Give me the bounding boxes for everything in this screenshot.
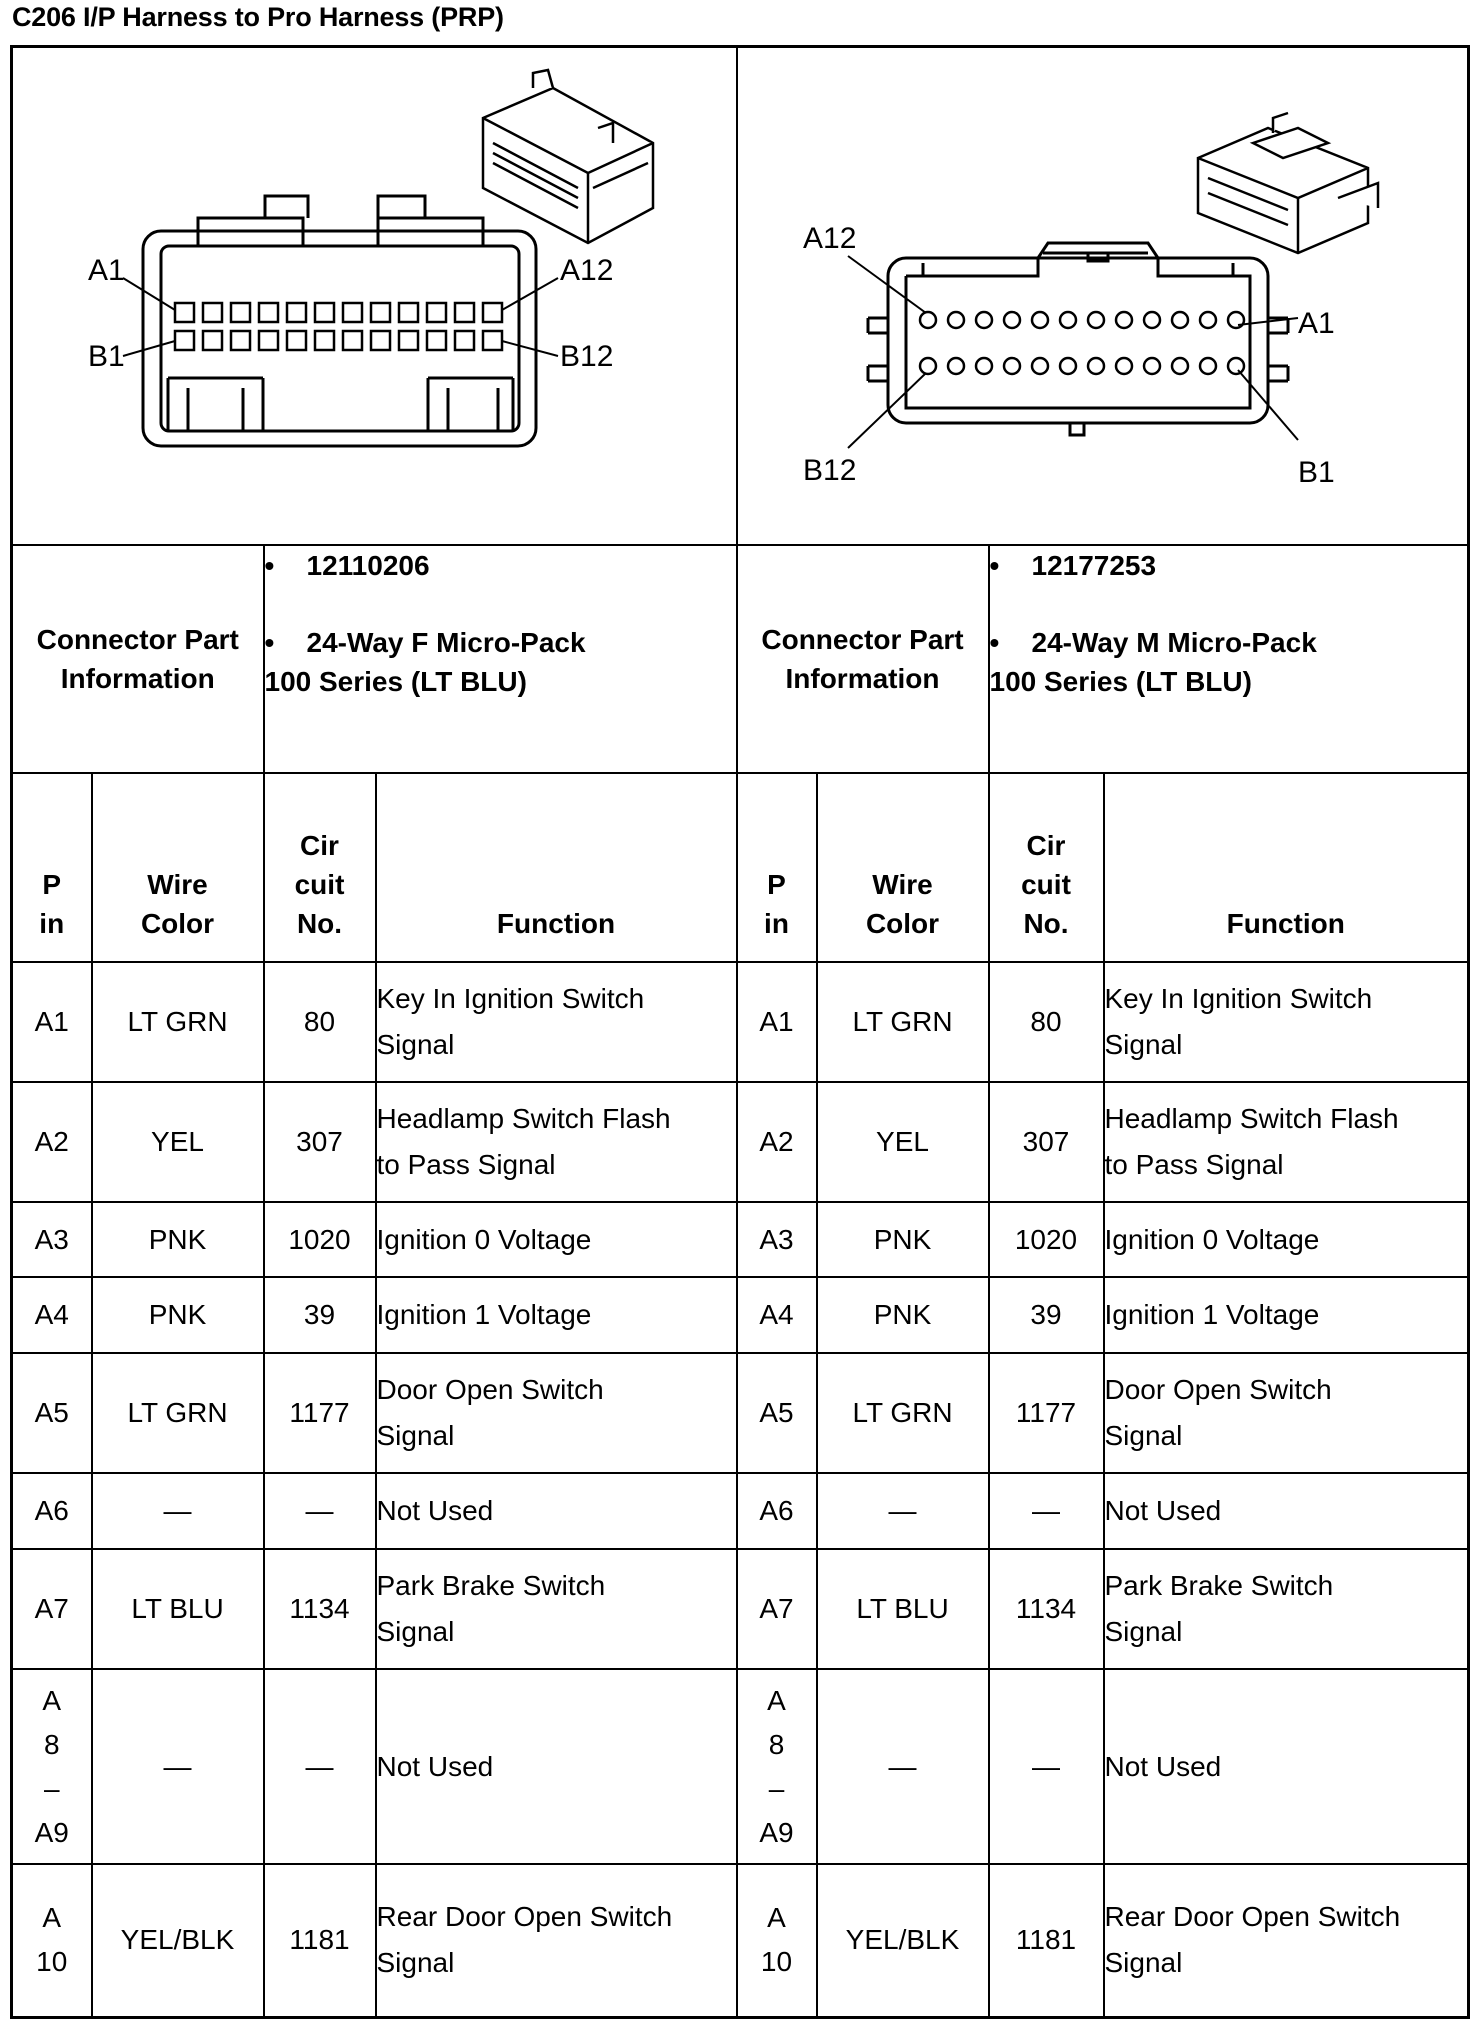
female-label-b12: B12 bbox=[560, 340, 614, 373]
pin-cell: A7 bbox=[12, 1549, 92, 1669]
function-cell: Not Used bbox=[1104, 1473, 1469, 1549]
wire-color-cell: — bbox=[92, 1669, 264, 1864]
circuit-cell: 1181 bbox=[264, 1864, 376, 2017]
wire-color-cell: — bbox=[817, 1669, 989, 1864]
circuit-cell: 1134 bbox=[989, 1549, 1104, 1669]
table-row bbox=[12, 1549, 1469, 1669]
pin-cell: A6 bbox=[737, 1473, 817, 1549]
pin-cell: A 10 bbox=[737, 1864, 817, 2017]
female-connector-drawing bbox=[13, 48, 736, 544]
female-label-b1: B1 bbox=[88, 340, 125, 373]
pin-cell: A1 bbox=[12, 962, 92, 1082]
function-cell: Park Brake Switch Signal bbox=[1104, 1549, 1469, 1669]
part-info-label-line2: Information bbox=[60, 663, 215, 694]
circuit-cell: 1020 bbox=[989, 1202, 1104, 1277]
diagram-row bbox=[12, 47, 1469, 546]
connector-part-info-label-left bbox=[12, 545, 264, 773]
header-wire-color: Wire Color bbox=[817, 773, 989, 962]
part-info-label-line1: Connector Part bbox=[761, 624, 964, 655]
wire-color-cell: — bbox=[817, 1473, 989, 1549]
pin-cell: A4 bbox=[737, 1277, 817, 1353]
circuit-cell: 1020 bbox=[264, 1202, 376, 1277]
function-cell: Not Used bbox=[1104, 1669, 1469, 1864]
wire-color-cell: LT GRN bbox=[92, 1353, 264, 1473]
connector-table-wrapper bbox=[10, 45, 1467, 2019]
connector-part-info-value-left: • 12110206 • 24-Way F Micro-Pack 100 Series (LT BLU) bbox=[264, 545, 737, 773]
table-row bbox=[12, 1202, 1469, 1277]
header-wire-color: Wire Color bbox=[92, 773, 264, 962]
circuit-cell: 1177 bbox=[989, 1353, 1104, 1473]
wire-color-cell: LT BLU bbox=[817, 1549, 989, 1669]
pin-cell: A 10 bbox=[12, 1864, 92, 2017]
function-cell: Rear Door Open Switch Signal bbox=[376, 1864, 737, 2017]
table-row bbox=[12, 1864, 1469, 2017]
wire-color-cell: YEL/BLK bbox=[817, 1864, 989, 2017]
circuit-cell: 39 bbox=[264, 1277, 376, 1353]
pin-cell: A 8 – A9 bbox=[12, 1669, 92, 1864]
connector-diagram-male bbox=[737, 47, 1469, 546]
female-label-a12: A12 bbox=[560, 254, 614, 287]
pin-cell: A5 bbox=[737, 1353, 817, 1473]
circuit-cell: — bbox=[264, 1669, 376, 1864]
header-pin: P in bbox=[12, 773, 92, 962]
female-3d-view bbox=[483, 70, 653, 243]
function-cell: Headlamp Switch Flash to Pass Signal bbox=[376, 1082, 737, 1202]
part-info-label-line1: Connector Part bbox=[36, 624, 239, 655]
function-cell: Ignition 1 Voltage bbox=[1104, 1277, 1469, 1353]
male-pins bbox=[920, 312, 1244, 374]
wire-color-cell: LT BLU bbox=[92, 1549, 264, 1669]
function-cell: Ignition 1 Voltage bbox=[376, 1277, 737, 1353]
function-cell: Door Open Switch Signal bbox=[1104, 1353, 1469, 1473]
function-cell: Park Brake Switch Signal bbox=[376, 1549, 737, 1669]
document-title: C206 I/P Harness to Pro Harness (PRP) bbox=[12, 2, 504, 32]
header-pin: P in bbox=[737, 773, 817, 962]
part-info-label-line2: Information bbox=[785, 663, 940, 694]
function-cell: Key In Ignition Switch Signal bbox=[1104, 962, 1469, 1082]
circuit-cell: 80 bbox=[989, 962, 1104, 1082]
circuit-cell: — bbox=[264, 1473, 376, 1549]
male-label-a1: A1 bbox=[1297, 307, 1335, 340]
wire-color-cell: YEL/BLK bbox=[92, 1864, 264, 2017]
pin-cell: A4 bbox=[12, 1277, 92, 1353]
circuit-cell: 307 bbox=[264, 1082, 376, 1202]
table-row bbox=[12, 1082, 1469, 1202]
wire-color-cell: PNK bbox=[817, 1202, 989, 1277]
male-label-b1: B1 bbox=[1297, 456, 1335, 489]
table-row bbox=[12, 1473, 1469, 1549]
function-cell: Rear Door Open Switch Signal bbox=[1104, 1864, 1469, 2017]
male-connector-drawing bbox=[738, 48, 1468, 544]
circuit-cell: — bbox=[989, 1473, 1104, 1549]
function-cell: Key In Ignition Switch Signal bbox=[376, 962, 737, 1082]
circuit-cell: 80 bbox=[264, 962, 376, 1082]
function-cell: Not Used bbox=[376, 1669, 737, 1864]
circuit-cell: — bbox=[989, 1669, 1104, 1864]
table-row bbox=[12, 1669, 1469, 1864]
connector-diagram-female bbox=[12, 47, 737, 546]
wire-color-cell: LT GRN bbox=[817, 962, 989, 1082]
male-connector-face bbox=[868, 243, 1288, 435]
pin-cell: A2 bbox=[12, 1082, 92, 1202]
connector-table bbox=[10, 45, 1470, 2019]
part-number-left: 12110206 bbox=[306, 550, 430, 581]
header-function: Function bbox=[376, 773, 737, 962]
female-cavities bbox=[175, 303, 502, 350]
part-description-left-line2: 100 Series (LT BLU) bbox=[264, 666, 527, 697]
pin-cell: A7 bbox=[737, 1549, 817, 1669]
male-3d-view bbox=[1198, 113, 1378, 253]
wire-color-cell: PNK bbox=[92, 1202, 264, 1277]
part-description-left-line1: 24-Way F Micro-Pack bbox=[306, 627, 586, 658]
wire-color-cell: YEL bbox=[92, 1082, 264, 1202]
pin-cell: A 8 – A9 bbox=[737, 1669, 817, 1864]
circuit-cell: 1181 bbox=[989, 1864, 1104, 2017]
circuit-cell: 39 bbox=[989, 1277, 1104, 1353]
circuit-cell: 307 bbox=[989, 1082, 1104, 1202]
circuit-cell: 1134 bbox=[264, 1549, 376, 1669]
wire-color-cell: — bbox=[92, 1473, 264, 1549]
pin-cell: A3 bbox=[737, 1202, 817, 1277]
wire-color-cell: PNK bbox=[817, 1277, 989, 1353]
female-label-a1: A1 bbox=[88, 254, 125, 287]
header-circuit-no: Cir cuit No. bbox=[264, 773, 376, 962]
header-circuit-no: Cir cuit No. bbox=[989, 773, 1104, 962]
pin-cell: A3 bbox=[12, 1202, 92, 1277]
header-function: Function bbox=[1104, 773, 1469, 962]
connector-part-info-value-right: • 12177253 • 24-Way M Micro-Pack 100 Series (LT BLU) bbox=[989, 545, 1469, 773]
pin-cell: A2 bbox=[737, 1082, 817, 1202]
connector-part-info-label-right bbox=[737, 545, 989, 773]
wire-color-cell: LT GRN bbox=[92, 962, 264, 1082]
table-row bbox=[12, 1353, 1469, 1473]
column-header-row bbox=[12, 773, 1469, 962]
part-description-right-line1: 24-Way M Micro-Pack bbox=[1031, 627, 1317, 658]
function-cell: Door Open Switch Signal bbox=[376, 1353, 737, 1473]
male-label-b12: B12 bbox=[802, 454, 856, 487]
part-number-right: 12177253 bbox=[1031, 550, 1157, 581]
wire-color-cell: LT GRN bbox=[817, 1353, 989, 1473]
function-cell: Not Used bbox=[376, 1473, 737, 1549]
connector-part-info-row bbox=[12, 545, 1469, 773]
circuit-cell: 1177 bbox=[264, 1353, 376, 1473]
function-cell: Headlamp Switch Flash to Pass Signal bbox=[1104, 1082, 1469, 1202]
table-row bbox=[12, 962, 1469, 1082]
function-cell: Ignition 0 Voltage bbox=[1104, 1202, 1469, 1277]
pin-cell: A6 bbox=[12, 1473, 92, 1549]
wire-color-cell: YEL bbox=[817, 1082, 989, 1202]
pin-cell: A5 bbox=[12, 1353, 92, 1473]
male-label-a12: A12 bbox=[802, 222, 856, 255]
part-description-right-line2: 100 Series (LT BLU) bbox=[989, 666, 1252, 697]
wire-color-cell: PNK bbox=[92, 1277, 264, 1353]
pin-cell: A1 bbox=[737, 962, 817, 1082]
table-row bbox=[12, 1277, 1469, 1353]
function-cell: Ignition 0 Voltage bbox=[376, 1202, 737, 1277]
